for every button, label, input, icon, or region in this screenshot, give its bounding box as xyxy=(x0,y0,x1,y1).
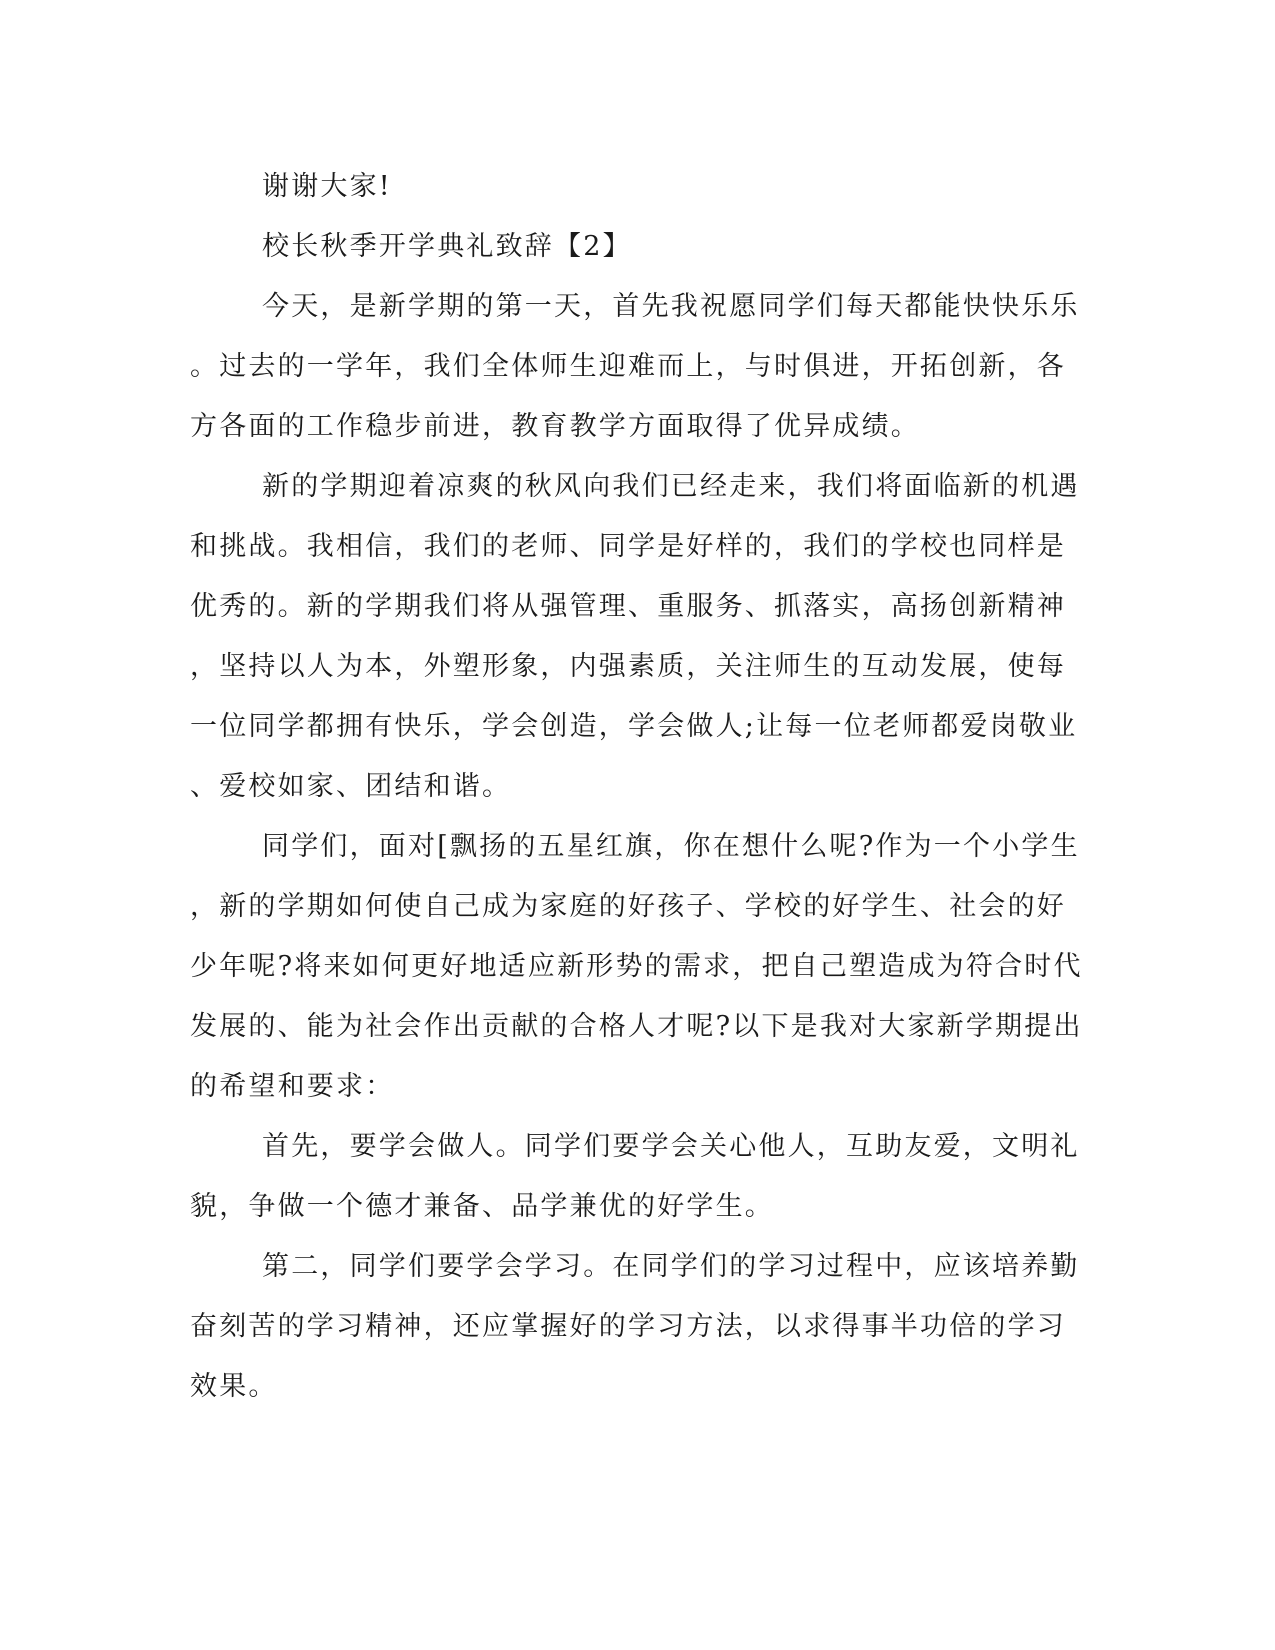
paragraph-line: 新的学期迎着凉爽的秋风向我们已经走来，我们将面临新的机遇 xyxy=(262,471,1080,502)
paragraph-line: 今天，是新学期的第一天，首先我祝愿同学们每天都能快快乐乐 xyxy=(262,291,1080,322)
paragraph-line: 少年呢?将来如何更好地适应新形势的需求，把自己塑造成为符合时代 xyxy=(190,951,1083,982)
paragraph-line: 奋刻苦的学习精神，还应掌握好的学习方法，以求得事半功倍的学习 xyxy=(190,1311,1066,1342)
paragraph-line: 。过去的一学年，我们全体师生迎难而上，与时俱进，开拓创新，各 xyxy=(190,351,1066,382)
paragraph-line: 貌，争做一个德才兼备、品学兼优的好学生。 xyxy=(190,1191,774,1222)
paragraph-line: 优秀的。新的学期我们将从强管理、重服务、抓落实，高扬创新精神 xyxy=(190,591,1066,622)
paragraph-line: 的希望和要求： xyxy=(190,1071,395,1102)
paragraph-line: 方各面的工作稳步前进，教育教学方面取得了优异成绩。 xyxy=(190,411,920,442)
section-heading: 校长秋季开学典礼致辞【2】 xyxy=(262,231,632,262)
closing-line: 谢谢大家! xyxy=(262,171,392,202)
paragraph-line: 同学们，面对[飘扬的五星红旗，你在想什么呢?作为一个小学生 xyxy=(262,831,1080,862)
paragraph-line: 效果。 xyxy=(190,1371,278,1402)
paragraph-line: ，坚持以人为本，外塑形象，内强素质，关注师生的互动发展，使每 xyxy=(190,651,1066,682)
paragraph-line: 、爱校如家、团结和谐。 xyxy=(190,771,512,802)
paragraph-line: 第二，同学们要学会学习。在同学们的学习过程中，应该培养勤 xyxy=(262,1251,1080,1282)
paragraph-line: 发展的、能为社会作出贡献的合格人才呢?以下是我对大家新学期提出 xyxy=(190,1011,1083,1042)
paragraph-line: 首先，要学会做人。同学们要学会关心他人，互助友爱，文明礼 xyxy=(262,1131,1080,1162)
paragraph-line: 一位同学都拥有快乐，学会创造，学会做人;让每一位老师都爱岗敬业 xyxy=(190,711,1078,742)
paragraph-line: ，新的学期如何使自己成为家庭的好孩子、学校的好学生、社会的好 xyxy=(190,891,1066,922)
paragraph-line: 和挑战。我相信，我们的老师、同学是好样的，我们的学校也同样是 xyxy=(190,531,1066,562)
